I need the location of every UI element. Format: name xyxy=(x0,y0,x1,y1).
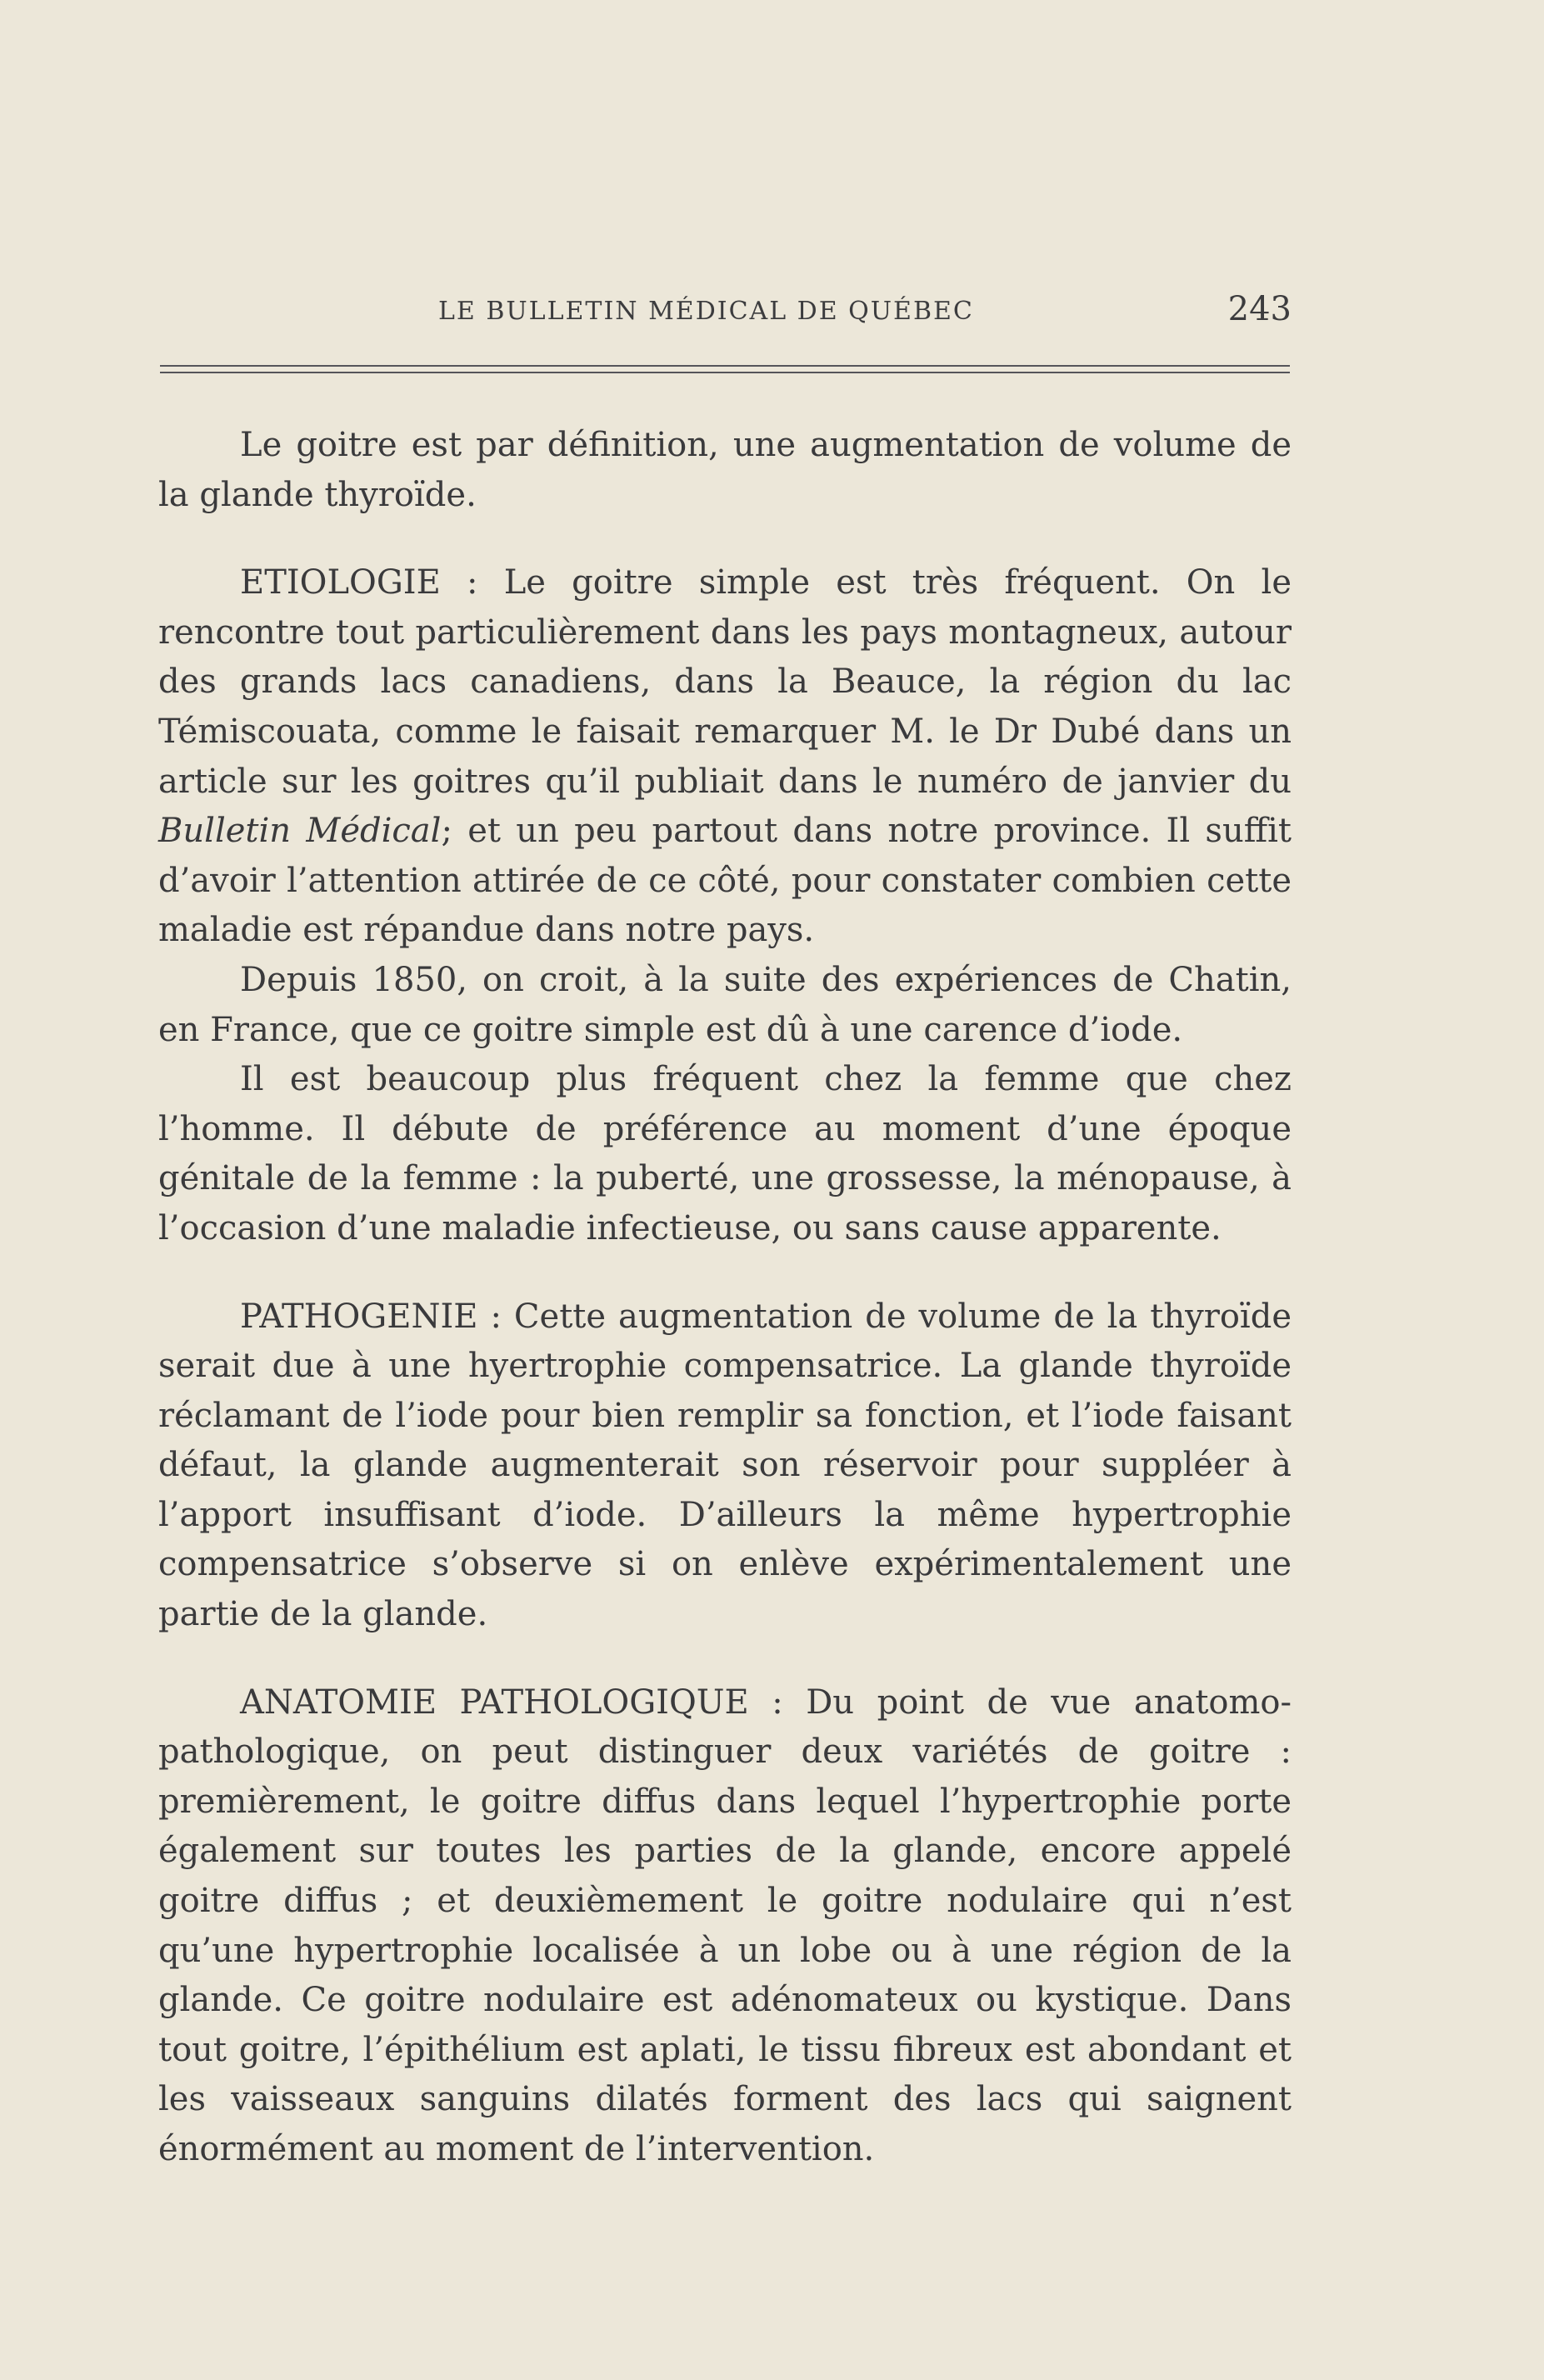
paragraph-anatomie-pathologique: ANATOMIE PATHOLOGIQUE : Du point de vue anatomo-pathologique, on peut distinguer deux variétés de goitre : premièrement, le goitre diffus dans lequel l’hypertrophie porte également sur toutes les parties de la glande, encore appelé goitre diffus ; et deuxièmement le goitre nodulaire qui n’est qu’une hypertrophie localisée à un lobe ou à une région de la glande. Ce goitre nodulaire est adénomateux ou kystique. Dans tout goitre, l’épithélium est aplati, le tissu fibreux est abondant et les vaisseaux sanguins dilatés forment des lacs qui saignent énormément au moment de l’intervention. xyxy=(158,1682,1292,2168)
article-body xyxy=(158,421,1292,2175)
etiologie-text-start: ETIOLOGIE : Le goitre simple est très fréquent. On le rencontre tout particulièrement dans les pays montagneux, autour des grands lacs canadiens, dans la Beauce, la région du lac Témiscouata, comme le faisait remarquer M. le Dr Dubé dans un article sur les goitres qu’il publiait dans le numéro de janvier du xyxy=(158,563,1292,801)
paragraph-pathogenie: PATHOGENIE : Cette augmentation de volume de la thyroïde serait due à une hyertrophie compensatrice. La glande thyroïde réclamant de l’iode pour bien remplir sa fonction, et l’iode faisant défaut, la glande augmenterait son réservoir pour suppléer à l’apport insuffisant d’iode. D’ailleurs la même hypertrophie compensatrice s’observe si on enlève expérimentalement une partie de la glande. xyxy=(158,1297,1292,1634)
running-head xyxy=(158,290,1292,332)
paragraph-etiologie xyxy=(158,558,1292,956)
page-number: 243 xyxy=(1227,290,1292,328)
header-rule-top xyxy=(160,365,1290,367)
journal-name-italic: Bulletin Médical xyxy=(158,812,442,851)
paragraph-frequency: Il est beaucoup plus fréquent chez la femme que chez l’homme. Il débute de préférence au moment d’une époque génitale de la femme : la puberté, une grossesse, la ménopause, à l’occasion d’une maladie infectieuse, ou sans cause apparente. xyxy=(158,1060,1292,1248)
paragraph-definition: Le goitre est par définition, une augmentation de volume de la glande thyroïde. xyxy=(158,426,1292,514)
etiologie-text-end: ; et un peu partout dans notre province. Il suffit d’avoir l’attention attirée de ce côté, pour constater combien cette maladie est répandue dans notre pays. xyxy=(158,812,1292,950)
paragraph-chatin: Depuis 1850, on croit, à la suite des expériences de Chatin, en France, que ce goitre simple est dû à une carence d’iode. xyxy=(158,960,1292,1049)
journal-title: LE BULLETIN MÉDICAL DE QUÉBEC xyxy=(438,297,974,326)
header-rule-bottom xyxy=(160,372,1290,373)
